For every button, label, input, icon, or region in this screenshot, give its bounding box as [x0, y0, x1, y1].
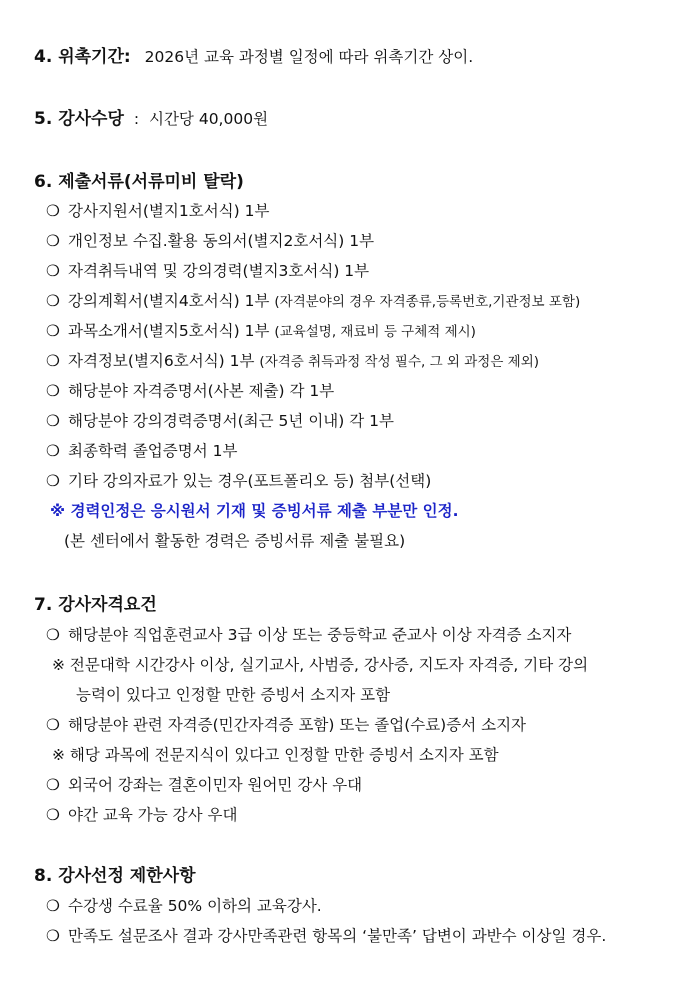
qualification-note: ※ 전문대학 시간강사 이상, 실기교사, 사범증, 강사증, 지도자 자격증, 기타 강의 [52, 656, 589, 674]
qualification-note-cont: 능력이 있다고 인정할 만한 증빙서 소지자 포함 [76, 686, 391, 704]
item-text: 야간 교육 가능 강사 우대 [68, 806, 238, 824]
list-item [46, 349, 539, 371]
list-item [46, 713, 526, 735]
section-4 [34, 42, 473, 67]
list-item [46, 319, 476, 341]
item-text: 해당분야 강의경력증명서(최근 5년 이내) 각 1부 [68, 412, 394, 430]
item-text: 최종학력 졸업증명서 1부 [68, 442, 238, 460]
section-4-text: 2026년 교육 과정별 일정에 따라 위촉기간 상이. [144, 48, 474, 66]
circle-bullet-icon: ❍ [46, 232, 60, 250]
list-item [46, 409, 394, 431]
item-text: 외국어 강좌는 결혼이민자 원어민 강사 우대 [68, 776, 363, 794]
section-8-heading: 8. 강사선정 제한사항 [34, 866, 196, 886]
item-text: 수강생 수료율 50% 이하의 교육강사. [68, 897, 322, 915]
section-7-heading: 7. 강사자격요건 [34, 595, 157, 615]
circle-bullet-icon: ❍ [46, 472, 60, 490]
item-note: (자격증 취득과정 작성 필수, 그 외 과정은 제외) [259, 354, 540, 370]
qualification-note: ※ 해당 과목에 전문지식이 있다고 인정할 만한 증빙서 소지자 포함 [52, 746, 499, 764]
circle-bullet-icon: ❍ [46, 626, 60, 644]
list-item [46, 439, 237, 461]
item-text: 기타 강의자료가 있는 경우(포트폴리오 등) 첨부(선택) [68, 472, 432, 490]
item-note: (교육설명, 재료비 등 구체적 제시) [274, 324, 476, 340]
list-item [46, 379, 334, 401]
section-4-colon: : [123, 47, 131, 67]
list-item [46, 199, 269, 221]
list-item [46, 894, 322, 916]
circle-bullet-icon: ❍ [46, 412, 60, 430]
circle-bullet-icon: ❍ [46, 776, 60, 794]
list-item [46, 623, 571, 645]
circle-bullet-icon: ❍ [46, 322, 60, 340]
circle-bullet-icon: ❍ [46, 352, 60, 370]
circle-bullet-icon: ❍ [46, 442, 60, 460]
list-item [46, 803, 237, 825]
item-text: 개인정보 수집.활용 동의서(별지2호서식) 1부 [68, 232, 375, 250]
item-text: 과목소개서(별지5호서식) 1부 [68, 322, 270, 340]
section-5 [34, 104, 268, 129]
section-5-colon: : [133, 110, 140, 128]
circle-bullet-icon: ❍ [46, 927, 60, 945]
item-text: 강의계획서(별지4호서식) 1부 [68, 292, 270, 310]
career-notice-sub: (본 센터에서 활동한 경력은 증빙서류 제출 불필요) [64, 532, 406, 550]
item-text: 해당분야 관련 자격증(민간자격증 포함) 또는 졸업(수료)증서 소지자 [68, 716, 527, 734]
list-item [46, 469, 431, 491]
circle-bullet-icon: ❍ [46, 897, 60, 915]
item-text: 자격취득내역 및 강의경력(별지3호서식) 1부 [68, 262, 370, 280]
item-text: 만족도 설문조사 결과 강사만족관련 항목의 ‘불만족’ 답변이 과반수 이상일 경우. [68, 927, 607, 945]
circle-bullet-icon: ❍ [46, 806, 60, 824]
circle-bullet-icon: ❍ [46, 716, 60, 734]
circle-bullet-icon: ❍ [46, 382, 60, 400]
item-text: 해당분야 자격증명서(사본 제출) 각 1부 [68, 382, 335, 400]
section-5-heading: 5. 강사수당 [34, 109, 124, 129]
item-note: (자격분야의 경우 자격종류,등록번호,기관정보 포함) [274, 294, 581, 310]
list-item [46, 289, 580, 311]
item-text: 강사지원서(별지1호서식) 1부 [68, 202, 270, 220]
list-item [46, 924, 606, 946]
section-5-text: 시간당 40,000원 [148, 110, 269, 128]
section-6-heading: 6. 제출서류(서류미비 탈락) [34, 172, 244, 192]
list-item [46, 229, 374, 251]
list-item [46, 773, 362, 795]
circle-bullet-icon: ❍ [46, 202, 60, 220]
career-notice: ※ 경력인정은 응시원서 기재 및 증빙서류 제출 부분만 인정. [50, 502, 459, 520]
section-4-heading: 4. 위촉기간 [34, 47, 124, 67]
circle-bullet-icon: ❍ [46, 262, 60, 280]
circle-bullet-icon: ❍ [46, 292, 60, 310]
item-text: 자격정보(별지6호서식) 1부 [68, 352, 255, 370]
item-text: 해당분야 직업훈련교사 3급 이상 또는 중등학교 준교사 이상 자격증 소지자 [68, 626, 572, 644]
list-item [46, 259, 369, 281]
